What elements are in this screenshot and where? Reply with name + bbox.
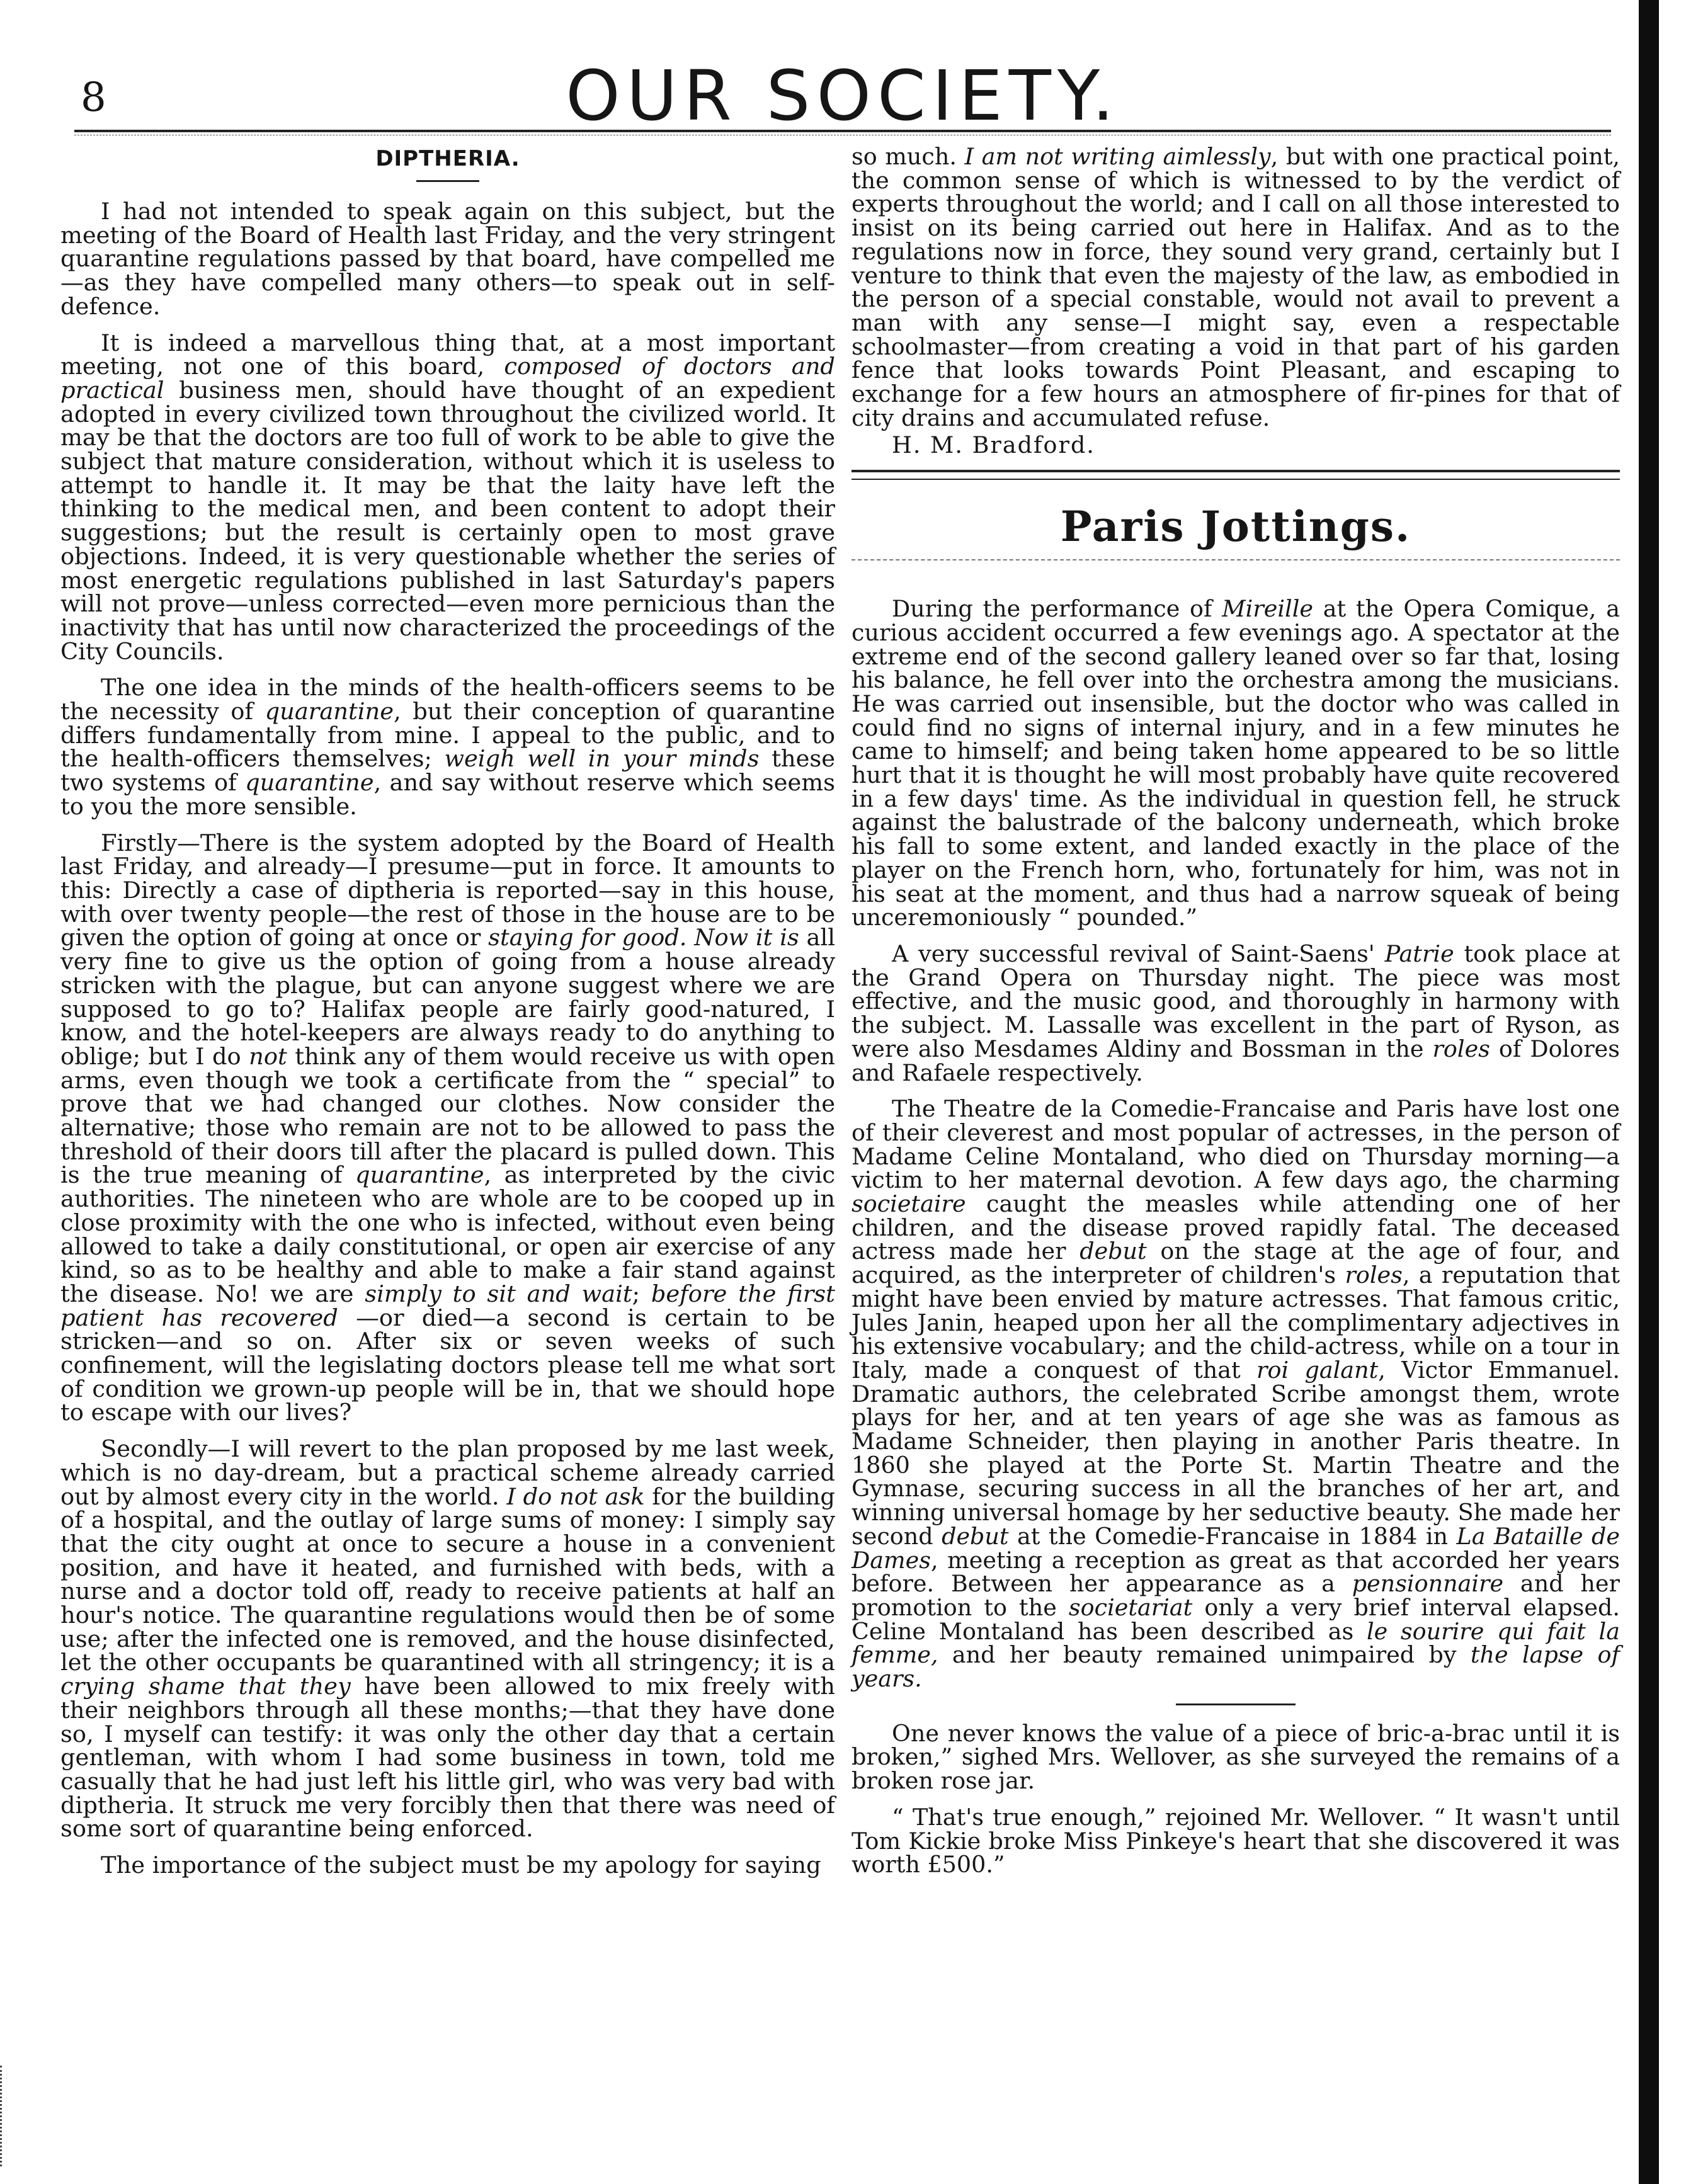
diptheria-paragraph-5: Secondly—I will revert to the plan proposed by me last week, which is no day-dream, but a practical scheme already carried out by almost every city in the world. I do not ask for the building of a hospital, and the outlay of large sums of money: I simply say that the city ought at once to secure a house in a convenient position, and have it heated, and furnished with beds, with a nurse and a doctor told off, ready to receive patients at half an hour's notice. The quarantine regulations would then be of some use; after the infected one is removed, and the house disinfected, let the other occupants be quarantined with all stringency; it is a crying shame that they have been allowed to mix freely with their neighbors through all these months;—that they have done so, I myself can testify: it was only the other day that a certain gentleman, with whom I had some business in town, told me casually that he had just left his little girl, who was very bad with diptheria. It struck me very forcibly then that there was need of some sort of quarantine being enforced. bbox=[60, 1435, 835, 1843]
title-dash-rule bbox=[852, 559, 1620, 560]
paris-paragraph-2: A very successful revival of Saint-Saens' Patrie took place at the Grand Opera on Thursday night. The piece was most effective, and the music good, and thoroughly in harmony with the subject. M. Lassalle was excellent in the part of Ryson, as were also Mesdames Aldiny and Bossman in the roles of Dolores and Rafaele respectively. bbox=[852, 940, 1620, 1086]
diptheria-continuation: so much. I am not writing aimlessly, but with one practical point, the common sense of which is witnessed to by the verdict of experts throughout the world; and I call on all those interested to insist on its being carried out here in Halifax. And as to the regulations now in force, they sound very grand, certainly but I venture to think that even the majesty of the law, as embodied in the person of a special constable, would not avail to prevent a man with any sense—I might say, even a respectable schoolmaster—from creating a void in that part of his garden fence that looks towards Point Pleasant, and escaping to exchange for a few hours an atmosphere of fir-pines for that of city drains and accumulated refuse. bbox=[852, 143, 1620, 431]
binding-edge bbox=[1639, 0, 1659, 2184]
left-column bbox=[60, 145, 835, 1890]
paris-paragraph-1: During the performance of Mireille at the Opera Comique, a curious accident occurred a few evenings ago. A spectator at the extreme end of the second gallery leaned over so far that, losing his balance, he fell over into the orchestra among the musicians. He was carried out insensible, but the doctor who was called in could find no signs of internal injury, and in a few minutes he came to himself; and being taken home appeared to be so little hurt that it is thought he will most probably have quite recovered in a few days' time. As the individual in question fell, he struck against the balustrade of the balcony underneath, which broke his fall to some extent, and landed exactly in the place of the player on the French horn, who, fortunately for him, was not in his seat at the moment, and thus had a narrow squeak of being unceremoniously “ pounded.” bbox=[852, 595, 1620, 931]
paris-paragraph-3: The Theatre de la Comedie-Francaise and Paris have lost one of their cleverest and most popular of actresses, in the person of Madame Celine Montaland, who died on Thursday morning—a victim to her maternal devotion. A few days ago, the charming societaire caught the measles while attending one of her children, and the disease proved rapidly fatal. The deceased actress made her debut on the stage at the age of four, and acquired, as the interpreter of children's roles, a reputation that might have been envied by mature actresses. That famous critic, Jules Janin, heaped upon her all the complimentary adjectives in his extensive vocabulary; and the child-actress, while on a tour in Italy, made a conquest of that roi galant, Victor Emmanuel. Dramatic authors, the celebrated Scribe amongst them, wrote plays for her, and at ten years of age she was as famous as Madame Schneider, then playing in another Paris theatre. In 1860 she played at the Porte St. Martin Theatre and the Gymnase, securing success in all the branches of her art, and winning universal homage by her seductive beauty. She made her second debut at the Comedie-Francaise in 1884 in La Bataille de Dames, meeting a reception as great as that accorded her years before. Between her appearance as a pensionnaire and her promotion to the societariat only a very brief interval elapsed. Celine Montaland has been described as le sourire qui fait la femme, and her beauty remained unimpaired by the lapse of years. bbox=[852, 1095, 1620, 1693]
page-number: 8 bbox=[81, 74, 106, 121]
masthead: OUR SOCIETY. bbox=[566, 55, 1120, 136]
paris-jottings-title: Paris Jottings. bbox=[1060, 502, 1411, 552]
section-divider bbox=[852, 470, 1620, 480]
anecdote-paragraph-1: One never knows the value of a piece of bric-a-brac until it is broken,” sighed Mrs. Wellover, as she surveyed the remains of a broken rose jar. bbox=[852, 1719, 1620, 1795]
diptheria-paragraph-4: Firstly—There is the system adopted by the Board of Health last Friday, and already—I presume—put in force. It amounts to this: Directly a case of diptheria is reported—say in this house, with over twenty people—the rest of those in the house are to be given the option of going at once or staying for good. Now it is all very fine to give us the option of going from a house already stricken with the plague, but can anyone suggest where we are supposed to go to? Halifax people are fairly good-natured, I know, and the hotel-keepers are always ready to do anything to oblige; but I do not think any of them would receive us with open arms, even though we took a certificate from the “ special” to prove that we had changed our clothes. Now consider the alternative; those who remain are not to be allowed to pass the threshold of their doors till after the placard is pulled down. This is the true meaning of quarantine, as interpreted by the civic authorities. The nineteen who are whole are to be cooped up in close proximity with the one who is infected, without even being allowed to take a daily constitutional, or open air exercise of any kind, so as to be healthy and able to make a fair stand against the disease. No! we are simply to sit and wait; before the first patient has recovered —or died—a second is certain to be stricken—and so on. After six or seven weeks of such confinement, will the legislating doctors please tell me what sort of condition we grown-up people will be in, that we should hope to escape with our lives? bbox=[60, 829, 836, 1426]
diptheria-paragraph-1: I had not intended to speak again on this subject, but the meeting of the Board of Health last Friday, and the very stringent quarantine regulations passed by that board, have compelled me—as they have compelled many others—to speak out in self-defence. bbox=[60, 198, 835, 320]
header-rule bbox=[74, 130, 1611, 132]
diptheria-title: DIPTHERIA. bbox=[375, 146, 520, 171]
anecdote-divider bbox=[1176, 1703, 1296, 1705]
diptheria-paragraph-2: It is indeed a marvellous thing that, at a most important meeting, not one of this board, composed of doctors and practical business men, should have thought of an expedient adopted in every civilized town throughout the civilized world. It may be that the doctors are too full of work to be able to give the subject that mature consideration, without which it is useless to attempt to handle it. It may be that the laity have left the thinking to the medical men, and been content to adopt their suggestions; but the result is certainly open to most grave objections. Indeed, it is very questionable whether the series of most energetic regulations published in last Saturday's papers will not prove—unless corrected—even more pernicious than the inactivity that has until now characterized the proceedings of the City Councils. bbox=[60, 329, 835, 665]
title-rule bbox=[416, 180, 479, 182]
anecdote-paragraph-2: “ That's true enough,” rejoined Mr. Wellover. “ It wasn't until Tom Kickie broke Miss Pinkeye's heart that she discovered it was worth £500.” bbox=[852, 1803, 1620, 1879]
diptheria-paragraph-6: The importance of the subject must be my apology for saying bbox=[101, 1851, 821, 1879]
right-column bbox=[852, 145, 1620, 1889]
margin-marks bbox=[0, 2066, 11, 2166]
author-signature: H. M. Bradford. bbox=[892, 431, 1095, 459]
diptheria-paragraph-3: The one idea in the minds of the health-officers seems to be the necessity of quarantine, but their conception of quarantine differs fundamentally from mine. I appeal to the public, and to the health-officers themselves; weigh well in your minds these two systems of quarantine, and say without reserve which seems to you the more sensible. bbox=[60, 674, 836, 820]
